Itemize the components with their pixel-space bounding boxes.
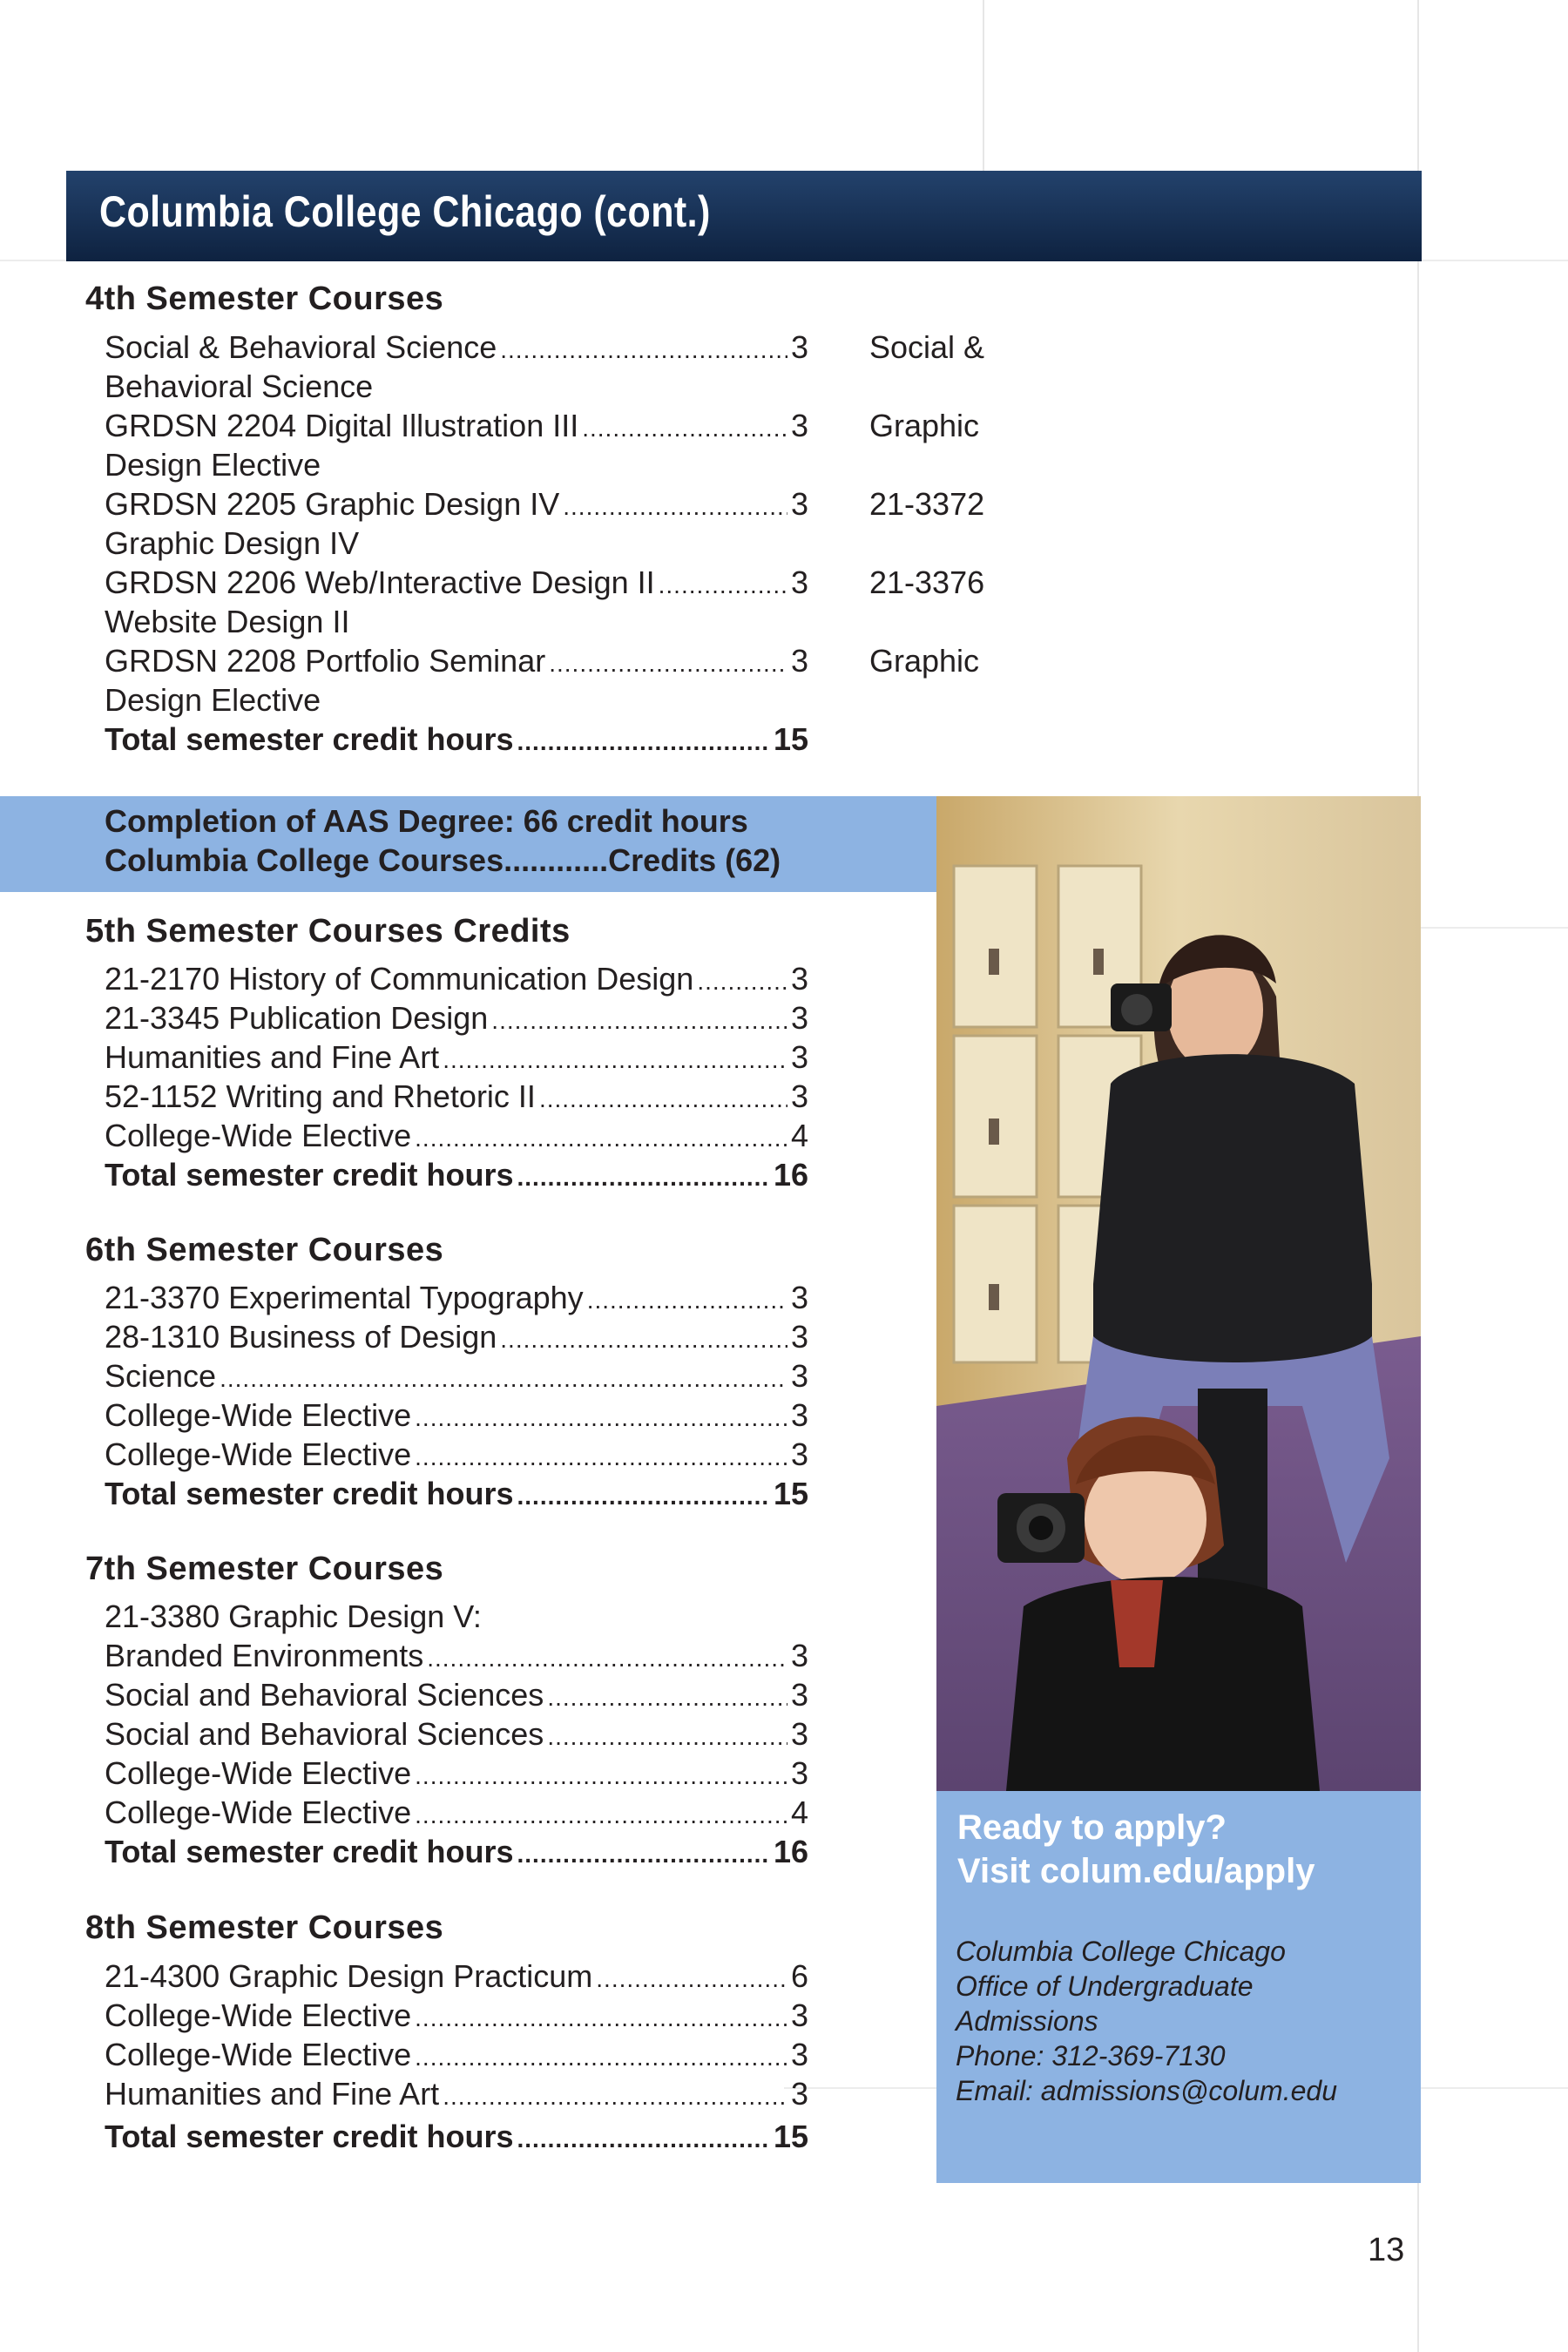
course-row: Branded Environments ..... 3	[105, 1638, 808, 1677]
students-photo	[936, 796, 1421, 1791]
course-row: 28-1310 Business of Design ..... 3	[105, 1319, 808, 1358]
semester-5-title: 5th Semester Courses Credits	[85, 913, 571, 950]
course-row: 21-3370 Experimental Typography ..... 3	[105, 1280, 808, 1319]
completion-line: Completion of AAS Degree: 66 credit hours	[105, 803, 748, 839]
semester-5-list	[105, 961, 808, 1196]
course-row: Social and Behavioral Sciences ..... 3	[105, 1716, 808, 1755]
course-row: Social & Behavioral Science ..... 3	[105, 329, 808, 368]
total-row: Total semester credit hours ..... 16	[105, 1157, 808, 1196]
course-row: GRDSN 2204 Digital Illustration III ..... 3	[105, 408, 808, 447]
page-title: Columbia College Chicago (cont.)	[99, 187, 711, 236]
course-row: Humanities and Fine Art ..... 3	[105, 1039, 808, 1078]
course-row: GRDSN 2206 Web/Interactive Design II ..... 3	[105, 564, 808, 604]
course-row: College-Wide Elective ..... 3	[105, 1997, 808, 2037]
course-row: 21-4300 Graphic Design Practicum ..... 6	[105, 1958, 808, 1997]
contact-line: Admissions	[956, 2005, 1098, 2037]
total-row: Total semester credit hours ..... 15	[105, 2119, 808, 2158]
completion-band	[0, 796, 936, 892]
course-row: Science ..... 3	[105, 1358, 808, 1397]
course-row: Humanities and Fine Art ..... 3	[105, 2076, 808, 2115]
semester-6-title: 6th Semester Courses	[85, 1232, 444, 1268]
total-row: Total semester credit hours ..... 15	[105, 721, 808, 760]
equivalent-course: 21-3376	[869, 564, 985, 600]
total-row: Total semester credit hours ..... 16	[105, 1834, 808, 1873]
equivalent-course: Graphic	[869, 408, 980, 443]
course-row-cont: Design Elective	[105, 447, 321, 483]
contact-line: Office of Undergraduate	[956, 1970, 1254, 2002]
guide-line	[1421, 927, 1568, 929]
course-row-head: 21-3380 Graphic Design V:	[105, 1598, 482, 1634]
course-row: College-Wide Elective ..... 3	[105, 1755, 808, 1794]
course-row: College-Wide Elective ..... 4	[105, 1118, 808, 1157]
course-row: College-Wide Elective ..... 3	[105, 1436, 808, 1476]
course-row-cont: Website Design II	[105, 604, 350, 639]
guide-line	[983, 0, 984, 171]
semester-8-title: 8th Semester Courses	[85, 1909, 444, 1946]
course-row: 21-2170 History of Communication Design ..... 3	[105, 961, 808, 1000]
course-row: GRDSN 2205 Graphic Design IV ..... 3	[105, 486, 808, 525]
semester-7-list	[105, 1598, 808, 1873]
course-row-cont: Graphic Design IV	[105, 525, 360, 561]
page-number: 13	[1368, 2232, 1405, 2268]
apply-heading: Ready to apply?	[957, 1808, 1227, 1847]
equivalent-course: 21-3372	[869, 486, 985, 522]
course-row: 52-1152 Writing and Rhetoric II ..... 3	[105, 1078, 808, 1118]
header-banner	[66, 171, 1422, 261]
completion-line: Columbia College Courses............Credits (62)	[105, 842, 781, 878]
course-row: Social and Behavioral Sciences ..... 3	[105, 1677, 808, 1716]
contact-line: Columbia College Chicago	[956, 1936, 1286, 1967]
course-row: 21-3345 Publication Design ..... 3	[105, 1000, 808, 1039]
semester-6-list	[105, 1280, 808, 1515]
semester-4-title: 4th Semester Courses	[85, 280, 444, 317]
course-row-cont: Design Elective	[105, 682, 321, 718]
course-row: College-Wide Elective ..... 3	[105, 2037, 808, 2076]
semester-4-list	[105, 329, 808, 760]
equivalent-course: Graphic	[869, 643, 980, 679]
course-row: GRDSN 2208 Portfolio Seminar ..... 3	[105, 643, 808, 682]
course-row: College-Wide Elective ..... 4	[105, 1794, 808, 1834]
semester-7-title: 7th Semester Courses	[85, 1551, 444, 1587]
course-row: College-Wide Elective ..... 3	[105, 1397, 808, 1436]
apply-info-box	[936, 1791, 1421, 2183]
total-row: Total semester credit hours ..... 15	[105, 1476, 808, 1515]
equivalent-course: Social &	[869, 329, 985, 365]
students-photo-illustration	[936, 796, 1421, 1791]
contact-email[interactable]: Email: admissions@colum.edu	[956, 2075, 1337, 2106]
course-row-cont: Behavioral Science	[105, 368, 374, 404]
contact-phone: Phone: 312-369-7130	[956, 2040, 1226, 2072]
apply-link[interactable]: Visit colum.edu/apply	[957, 1852, 1315, 1890]
semester-8-list	[105, 1958, 808, 2158]
